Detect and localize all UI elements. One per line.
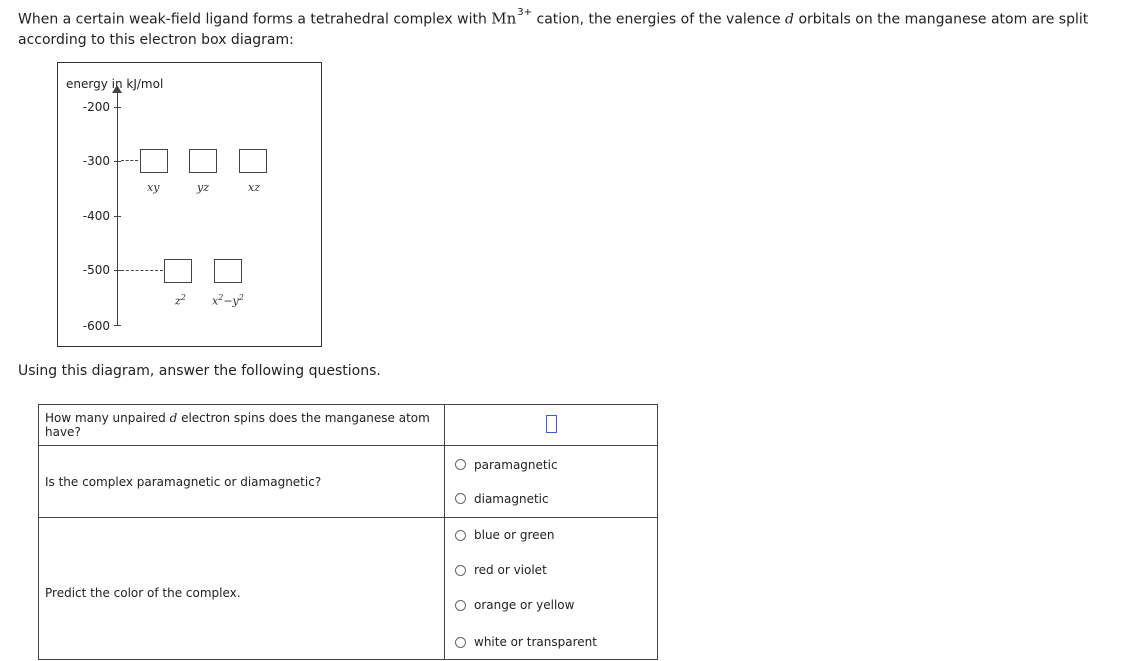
intro-text-2: cation, the energies of the valence bbox=[532, 11, 786, 28]
tick-label: -200 bbox=[82, 100, 110, 114]
tick-label: -400 bbox=[82, 209, 110, 223]
option-paramagnetic[interactable]: paramagnetic bbox=[455, 455, 647, 475]
tick-mark bbox=[114, 270, 121, 271]
option-red-violet[interactable]: red or violet bbox=[455, 560, 647, 580]
orbital-label-xy: xy bbox=[147, 181, 160, 194]
option-orange-yellow[interactable]: orange or yellow bbox=[455, 595, 647, 615]
option-diamagnetic[interactable]: diamagnetic bbox=[455, 489, 647, 509]
radio-button[interactable] bbox=[455, 493, 466, 504]
tick-mark bbox=[114, 325, 121, 326]
tick-mark bbox=[114, 216, 121, 217]
question-table bbox=[38, 404, 658, 660]
unpaired-electrons-input[interactable] bbox=[546, 415, 557, 433]
option-blue-green[interactable]: blue or green bbox=[455, 525, 647, 545]
table-row bbox=[39, 446, 658, 518]
problem-statement bbox=[18, 6, 1128, 50]
tick-label: -300 bbox=[82, 154, 110, 168]
orbital-label-z2: $z^2$ bbox=[175, 293, 186, 308]
radio-button[interactable] bbox=[455, 459, 466, 470]
radio-button[interactable] bbox=[455, 600, 466, 611]
orbital-label-yz: yz bbox=[197, 181, 210, 194]
orbital-box-yz[interactable] bbox=[189, 149, 217, 173]
answer-cell bbox=[445, 518, 658, 660]
question-magnetism: Is the complex paramagnetic or diamagnetic? bbox=[39, 446, 445, 518]
question-color: Predict the color of the complex. bbox=[39, 518, 445, 660]
answer-cell bbox=[445, 446, 658, 518]
electron-box-diagram bbox=[57, 62, 322, 347]
orbital-box-z2[interactable] bbox=[164, 259, 192, 283]
ion-charge: 3+ bbox=[517, 7, 533, 18]
tick-mark bbox=[114, 107, 121, 108]
energy-level-line bbox=[121, 160, 138, 161]
intro-text-1: When a certain weak-field ligand forms a tetrahedral complex with bbox=[18, 11, 492, 28]
radio-button[interactable] bbox=[455, 565, 466, 576]
question-unpaired-electrons: How many unpaired d electron spins does the manganese atom have? bbox=[39, 405, 445, 446]
tick-label: -500 bbox=[82, 263, 110, 277]
tick-mark bbox=[114, 161, 121, 162]
table-row bbox=[39, 518, 658, 660]
energy-level-line bbox=[121, 270, 163, 271]
instructions-text: Using this diagram, answer the following questions. bbox=[18, 363, 381, 379]
energy-axis bbox=[117, 93, 118, 326]
tick-label: -600 bbox=[82, 319, 110, 333]
manganese-symbol: Mn bbox=[491, 9, 517, 28]
orbital-box-x2-y2[interactable] bbox=[214, 259, 242, 283]
radio-button[interactable] bbox=[455, 530, 466, 541]
option-white-transparent[interactable]: white or transparent bbox=[455, 632, 647, 652]
orbital-box-xy[interactable] bbox=[140, 149, 168, 173]
orbital-label-x2-y2: $x^2-y^2$ bbox=[212, 293, 244, 308]
radio-button[interactable] bbox=[455, 637, 466, 648]
d-symbol: d bbox=[785, 11, 794, 28]
orbital-box-xz[interactable] bbox=[239, 149, 267, 173]
energy-axis-label: energy in kJ/mol bbox=[66, 77, 164, 91]
intro-text-3: orbitals on the manganese atom are split according to this electron box diagram: bbox=[18, 11, 1089, 48]
axis-arrow-icon bbox=[112, 85, 122, 93]
table-row bbox=[39, 405, 658, 446]
orbital-label-xz: xz bbox=[248, 181, 260, 194]
answer-cell bbox=[445, 405, 658, 446]
